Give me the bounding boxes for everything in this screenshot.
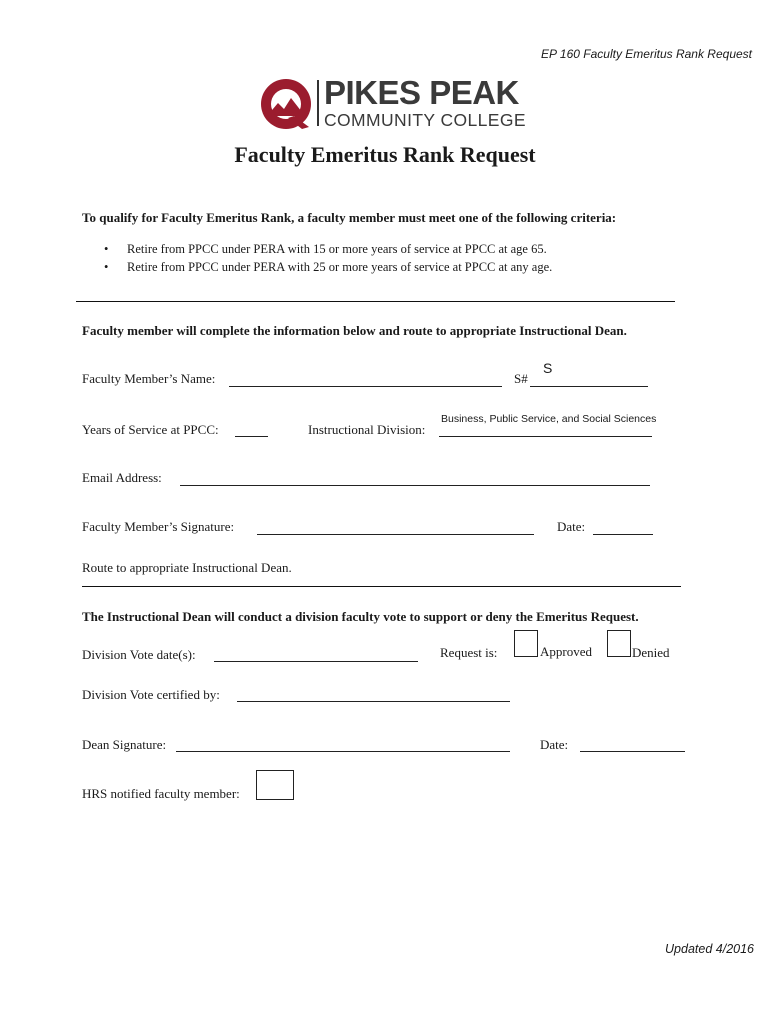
section2-instruction: The Instructional Dean will conduct a division faculty vote to support or deny the Emeritus Request. — [82, 609, 639, 624]
dean-signature-field[interactable] — [176, 751, 510, 752]
name-label: Faculty Member’s Name: — [82, 371, 216, 386]
denied-label: Denied — [632, 645, 670, 660]
division-field[interactable] — [439, 436, 652, 437]
dean-signature-label: Dean Signature: — [82, 737, 167, 752]
vote-dates-label: Division Vote date(s): — [82, 647, 196, 662]
years-label: Years of Service at PPCC: — [82, 422, 219, 437]
hrs-label: HRS notified faculty member: — [82, 786, 240, 801]
criteria-intro: To qualify for Faculty Emeritus Rank, a faculty member must meet one of the following criteria: — [82, 210, 617, 225]
logo-divider — [317, 80, 319, 126]
division-label: Instructional Division: — [308, 422, 426, 437]
hrs-checkbox[interactable] — [256, 770, 294, 800]
section-divider — [82, 586, 681, 587]
bullet-icon: • — [104, 242, 109, 256]
route-text: Route to appropriate Instructional Dean. — [82, 560, 292, 575]
certified-label: Division Vote certified by: — [82, 687, 220, 702]
logo-line-1: PIKES PEAK — [324, 74, 519, 111]
form-id: EP 160 Faculty Emeritus Rank Request — [541, 47, 752, 61]
pikes-peak-logo-icon — [258, 76, 314, 132]
request-label: Request is: — [440, 645, 498, 660]
updated-date: Updated 4/2016 — [665, 942, 754, 956]
years-field[interactable] — [235, 436, 268, 437]
denied-checkbox[interactable] — [607, 630, 631, 657]
email-label: Email Address: — [82, 470, 162, 485]
signature-label: Faculty Member’s Signature: — [82, 519, 235, 534]
section-divider — [76, 301, 675, 302]
name-field[interactable] — [229, 386, 502, 387]
division-value: Business, Public Service, and Social Sciences — [441, 413, 657, 425]
signature-field[interactable] — [257, 534, 534, 535]
bullet-icon: • — [104, 260, 109, 274]
vote-dates-field[interactable] — [214, 661, 418, 662]
section1-instruction: Faculty member will complete the information below and route to appropriate Instructional Dean. — [82, 323, 627, 338]
dean-date-label: Date: — [540, 737, 569, 752]
date-field[interactable] — [593, 534, 653, 535]
dean-date-field[interactable] — [580, 751, 685, 752]
approved-label: Approved — [540, 644, 592, 659]
certified-field[interactable] — [237, 701, 510, 702]
criteria-item: Retire from PPCC under PERA with 15 or more years of service at PPCC at age 65. — [127, 242, 547, 256]
logo-line-2: COMMUNITY COLLEGE — [324, 110, 526, 130]
email-field[interactable] — [180, 485, 650, 486]
criteria-item: Retire from PPCC under PERA with 25 or more years of service at PPCC at any age. — [127, 260, 553, 274]
date-label: Date: — [557, 519, 586, 534]
college-logo — [258, 76, 528, 132]
snum-field[interactable] — [530, 386, 648, 387]
snum-label: S# — [514, 371, 528, 386]
snum-value: S — [543, 360, 553, 376]
page-title: Faculty Emeritus Rank Request — [234, 142, 536, 167]
approved-checkbox[interactable] — [514, 630, 538, 657]
